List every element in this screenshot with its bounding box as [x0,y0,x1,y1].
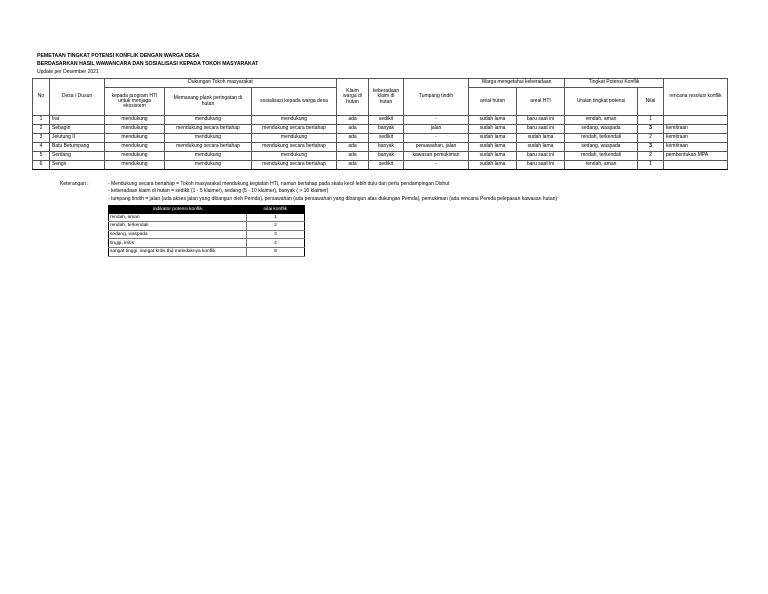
note-line: - keberadaan klaim di hutan = sedikit (1 - 5 klaimer), sedang (5 - 10 klaimer), banyak ( > 10 klaimer) [108,188,329,195]
cell-d3: mendukung [252,152,337,161]
table-row [33,134,728,143]
cell-d3: mendukung [252,116,337,125]
cell-nilai: 1 [638,116,664,125]
cell-nilai: 3 [638,125,664,134]
table-row [33,116,728,125]
header-rencana: rencana resolusi konflik [664,79,728,116]
table-row [33,161,728,170]
cell-desa: Sebagin [50,125,105,134]
cell-desa: Irat [50,116,105,125]
cell-hutan: sudah lama [469,125,517,134]
cell-keberadaan: banyak [369,143,404,152]
legend-value: 1 [247,214,305,222]
header-tumpang-tindih: Tumpang tindih [404,79,469,116]
cell-uraian: rendah, terkendali [565,152,638,161]
cell-no: 5 [33,152,50,161]
legend-value: 4 [247,239,305,248]
cell-nilai: 2 [638,152,664,161]
legend-label: tinggi, kritis [109,239,247,248]
cell-d2: mendukung secara bertahap [165,143,252,152]
cell-tumpang: persawahan, jalan [404,143,469,152]
notes-label: Keterangan : [60,181,89,187]
header-dukungan-program: kepada program HTI untuk menjaga ekosistem [105,88,165,116]
cell-d1: mendukung [105,161,165,170]
cell-uraian: rendah, terkendali [565,134,638,143]
header-dukungan-plank: Memasang plank peringatan di hutan [165,88,252,116]
cell-hti: sudah lama [517,134,565,143]
cell-uraian: sedang, waspada [565,125,638,134]
cell-keberadaan: banyak [369,125,404,134]
cell-d3: mendukung secara bertahap [252,161,337,170]
notes-block [108,181,557,203]
cell-tumpang: - [404,161,469,170]
header-keberadaan: keberadaan klaim di hutan [369,79,404,116]
legend-label: rendah, aman [109,214,247,222]
cell-desa: Jelutung II [50,134,105,143]
cell-nilai: 3 [638,143,664,152]
cell-no: 3 [33,134,50,143]
legend-row [109,230,305,239]
cell-rencana: kemitraan [664,134,728,143]
legend-row [109,239,305,248]
cell-hti: baru saat ini [517,125,565,134]
cell-d3: mendukung secara bertahap [252,125,337,134]
cell-keberadaan: sedikit [369,116,404,125]
cell-tumpang: - [404,134,469,143]
legend-value: 2 [247,222,305,231]
cell-rencana: pembentukan MPA [664,152,728,161]
cell-d2: mendukung secara bertahap [165,125,252,134]
cell-d3: mendukung [252,134,337,143]
table-row [33,152,728,161]
header-klaim: Klaim warga di hutan [337,79,369,116]
cell-no: 6 [33,161,50,170]
cell-uraian: sedang, waspada [565,143,638,152]
cell-no: 2 [33,125,50,134]
header-areal-hti: areal HTI [517,88,565,116]
header-nilai: Nilai [638,88,664,116]
header-tingkat-group: Tingkat Potensi Konflik [565,79,664,88]
cell-d2: mendukung [165,152,252,161]
cell-hti: sudah lama [517,143,565,152]
cell-hutan: sudah lama [469,161,517,170]
cell-no: 1 [33,116,50,125]
cell-rencana: kemitraan [664,143,728,152]
legend-label: sedang, waspada [109,230,247,239]
cell-klaim: ada [337,134,369,143]
cell-hutan: sudah lama [469,116,517,125]
cell-keberadaan: sedikit [369,134,404,143]
cell-d2: mendukung [165,134,252,143]
cell-hti: baru saat ini [517,116,565,125]
cell-rencana [664,161,728,170]
cell-d1: mendukung [105,134,165,143]
cell-desa: Sengir [50,161,105,170]
document-subtitle: BERDASARKAN HASIL WAWANCARA DAN SOSIALISASI KEPADA TOKOH MASYARAKAT [37,61,259,67]
note-line: - tumpang tindih = jalan (ada akses jalan yang dibangun oleh Pemda), persawahan (ada persawahan yang dibangun atas dukungan Pemda), pemukiman (ada rencana Pemda pelepasan kawasan hutan) [108,195,558,202]
cell-hti: baru saat ini [517,152,565,161]
legend-row [109,214,305,222]
legend-label: sangat tinggi, sangat kritis thd meledaknya konflik [109,247,247,256]
cell-nilai: 2 [638,134,664,143]
cell-klaim: ada [337,125,369,134]
cell-desa: Serdang [50,152,105,161]
cell-d1: mendukung [105,143,165,152]
cell-d3: mendukung secara bertahap [252,143,337,152]
header-dukungan-group: Dukungan Tokoh masyarakat [105,79,337,88]
cell-tumpang: kawasan pemukiman [404,152,469,161]
cell-tumpang: - [404,116,469,125]
cell-tumpang: jalan [404,125,469,134]
legend-row [109,222,305,231]
legend-header-value: nilai konflik [247,206,305,214]
cell-klaim: ada [337,143,369,152]
cell-klaim: ada [337,152,369,161]
cell-klaim: ada [337,116,369,125]
cell-d1: mendukung [105,116,165,125]
cell-no: 4 [33,143,50,152]
legend-header-indicator: indikator potensi konflik [109,206,247,214]
cell-keberadaan: sedikit [369,161,404,170]
cell-hutan: sudah lama [469,143,517,152]
header-areal-hutan: areal hutan [469,88,517,116]
conflict-mapping-table [32,78,728,170]
cell-rencana: kemitraan [664,125,728,134]
cell-hutan: sudah lama [469,152,517,161]
legend-row [109,247,305,256]
cell-nilai: 1 [638,161,664,170]
note-line: - Mendukung secara bertahap = Tokoh masyarakat mendukung kegiatan HTI, namun bertahap pada skala kecil lebih dulu dan perlu pendampingan Dishut [108,181,450,187]
cell-d1: mendukung [105,125,165,134]
cell-d2: mendukung [165,161,252,170]
cell-hti: baru saat ini [517,161,565,170]
cell-d1: mendukung [105,152,165,161]
legend-table [108,205,305,257]
cell-uraian: rendah, aman [565,116,638,125]
header-dukungan-sosialisasi: sosialisasi kepada warga desa [252,88,337,116]
legend-value: 3 [247,230,305,239]
legend-value: 5 [247,247,305,256]
cell-desa: Batu Betumpang [50,143,105,152]
cell-rencana [664,116,728,125]
cell-hutan: sudah lama [469,134,517,143]
table-row [33,125,728,134]
header-uraian: Uraian tingkat potensi [565,88,638,116]
legend-label: rendah, terkendali [109,222,247,231]
document-title: PEMETAAN TINGKAT POTENSI KONFLIK DENGAN WARGA DESA [37,53,200,59]
cell-uraian: rendah, aman [565,161,638,170]
header-desa: Desa / Dusun [50,79,105,116]
header-warga-group: Warga mengetahui keberadaan [469,79,565,88]
cell-d2: mendukung [165,116,252,125]
update-date: Update per Desember 2021 [37,69,99,75]
cell-klaim: ada [337,161,369,170]
table-row [33,143,728,152]
header-no: No [33,79,50,116]
cell-keberadaan: banyak [369,152,404,161]
